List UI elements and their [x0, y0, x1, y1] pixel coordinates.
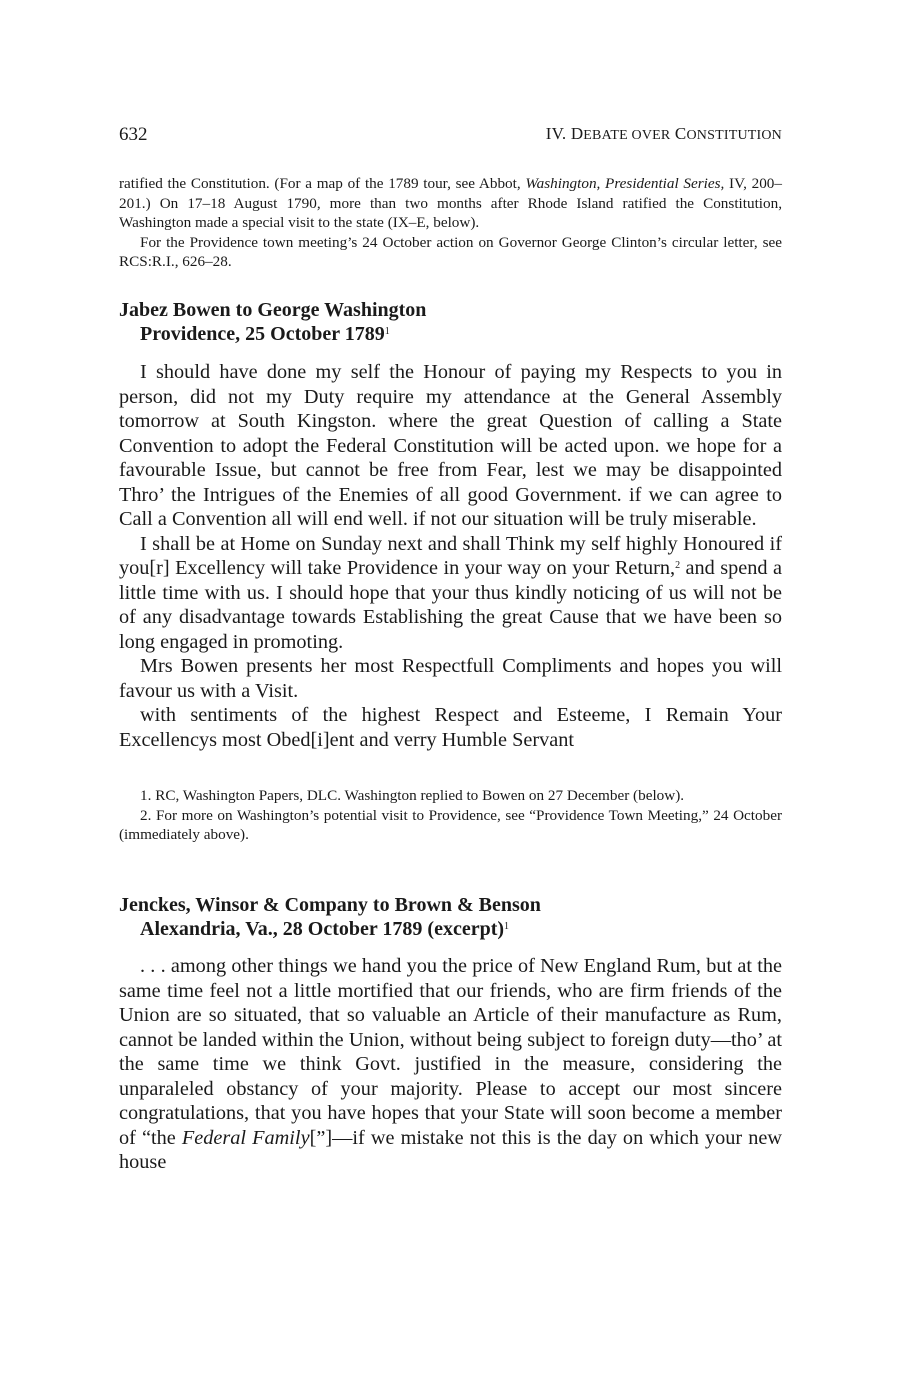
letter2-heading: [119, 893, 782, 941]
intro-note: [119, 174, 782, 272]
letter2-title: Jenckes, Winsor & Company to Brown & Benson: [119, 894, 541, 916]
running-head-cap-d: D: [570, 124, 584, 143]
letter1-subtitle-line: [119, 322, 782, 346]
running-head-cap-c: C: [674, 124, 687, 143]
letter1-paragraph-2: [119, 532, 782, 655]
letter1-footnotes: [119, 786, 782, 845]
intro-p1-italic: Washington, Presidential Series,: [525, 175, 725, 192]
letter2-body: [119, 954, 782, 1175]
running-head: [546, 124, 782, 144]
letter1-paragraph-3: Mrs Bowen presents her most Respectfull Compliments and hopes you will favour us with a Visit.: [119, 655, 782, 702]
letter2-p1-text-b: [”]—if we mistake not this is the day on which your new house: [119, 1126, 782, 1173]
running-head-roman: IV.: [545, 124, 567, 143]
running-head-smallcaps-2: ONSTITUTION: [686, 128, 782, 143]
letter2-subtitle: Alexandria, Va., 28 October 1789 (excerpt): [140, 918, 505, 940]
intro-p1-text-b: IV, 200–201.) On 17–18 August 1790, more than two months after Rhode Island ratified the Constitution, Washington made a special visit to the state (IX–E, below).: [119, 175, 782, 231]
letter2-subtitle-note: 1: [504, 921, 510, 932]
letter2-p1-text-a: . . . among other things we hand you the price of New England Rum, but at the same time feel not a little mortified that our friends, who are firm friends of the Union are so situated, that so valuable an Article of their manufacture as Rum, cannot be landed within the Union, without being subject to foreign duty—tho’ at the same time we think Govt. justified in the measure, considering the unparaleled obstancy of your majority. Please to accept our most sincere congratulations, that you have hopes that your State will soon become a member of “the: [119, 955, 782, 1149]
letter1-footnote-1: 1. RC, Washington Papers, DLC. Washington replied to Bowen on 27 December (below).: [140, 787, 685, 804]
letter1-body: [119, 360, 782, 752]
intro-paragraph-2: For the Providence town meeting’s 24 October action on Governor George Clinton’s circular letter, see RCS:R.I., 626–28.: [119, 233, 782, 270]
letter1-subtitle-note: 1: [384, 326, 390, 337]
letter1-p2-text-b: and spend a little time with us. I should hope that your thus kindly noticing of us will not be of any disadvantage towards Establishing the great Cause that we have been so long engaged in promoting.: [119, 557, 782, 653]
letter1-p2-text-a: I shall be at Home on Sunday next and shall Think my self highly Honoured if you[r] Excellency will take Providence in your way on your Return,: [119, 532, 782, 579]
letter1-subtitle: Providence, 25 October 1789: [140, 323, 385, 345]
intro-paragraph-1: [119, 174, 782, 233]
letter2-subtitle-line: [119, 917, 782, 941]
page-number: 632: [119, 124, 148, 145]
letter1-footnote-2: 2. For more on Washington’s potential visit to Providence, see “Providence Town Meeting,” 24 October (immediately above).: [119, 806, 782, 843]
letter2-paragraph-1: [119, 954, 782, 1175]
letter2-p1-italic: Federal Family: [181, 1126, 310, 1149]
letter1-paragraph-4: with sentiments of the highest Respect and Esteeme, I Remain Your Excellencys most Obed[i]ent and verry Humble Servant: [119, 704, 782, 751]
letter1-paragraph-1: I should have done my self the Honour of paying my Respects to you in person, did not my Duty require my attendance at the General Assembly tomorrow at South Kingston. where the great Question of calling a State Convention to adopt the Federal Constitution will be acted upon. we hope for a favourable Issue, but cannot be free from Fear, lest we may be disappointed Thro’ the Intrigues of the Enemies of all good Government. if we can agree to Call a Convention all will end well. if not our situation will be truly miserable.: [119, 361, 782, 530]
letter1-title: Jabez Bowen to George Washington: [119, 299, 427, 321]
letter1-p2-note: 2: [675, 560, 681, 571]
page-header: [119, 124, 782, 148]
letter1-heading: [119, 298, 782, 346]
running-head-smallcaps-1: EBATE OVER: [583, 128, 671, 143]
intro-p1-text-a: ratified the Constitution. (For a map of the 1789 tour, see Abbot,: [119, 175, 526, 192]
